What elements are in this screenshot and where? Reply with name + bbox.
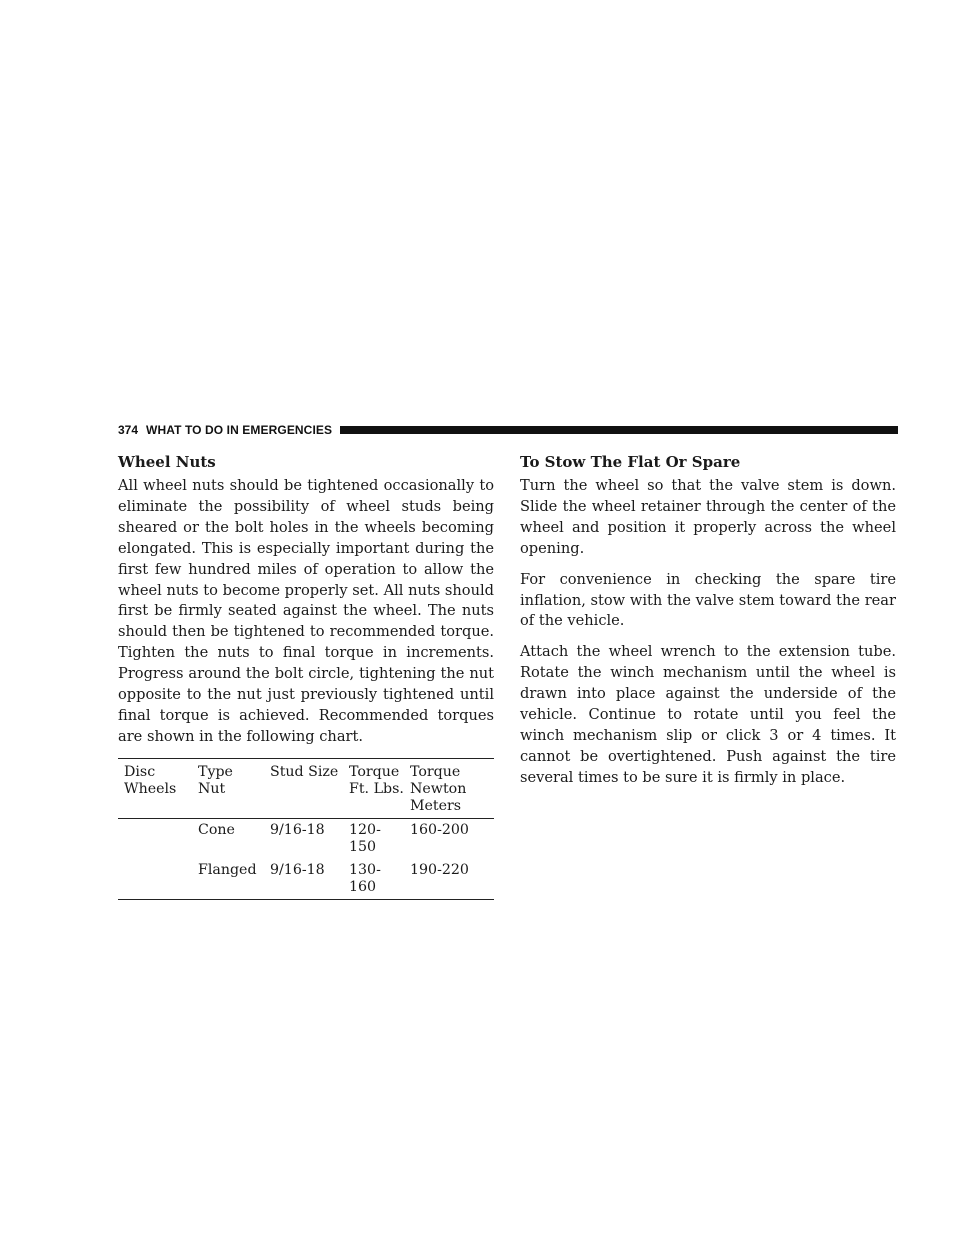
section-title: WHAT TO DO IN EMERGENCIES [146, 423, 333, 437]
table-cell: 9/16-18 [270, 821, 325, 838]
column-header-torque-newton-meters: Torque Newton Meters [410, 763, 467, 814]
table-cell: 120-150 [349, 821, 381, 855]
torque-table-header-row [118, 758, 494, 818]
table-cell [118, 859, 192, 900]
table-row [118, 818, 494, 859]
table-row [118, 859, 494, 900]
column-header-torque-ft-lbs: Torque Ft. Lbs. [349, 763, 404, 797]
table-cell: 190-220 [410, 861, 469, 878]
table-cell: 9/16-18 [270, 861, 325, 878]
stow-spare-heading: To Stow The Flat Or Spare [520, 453, 741, 471]
torque-table [118, 758, 494, 900]
table-cell: Cone [198, 821, 235, 838]
stow-paragraph-2: For convenience in checking the spare tire inflation, stow with the valve stem toward the rear of the vehicle. [520, 570, 896, 630]
table-cell: 130-160 [349, 861, 381, 895]
wheel-nuts-heading: Wheel Nuts [118, 453, 216, 471]
stow-paragraph-1: Turn the wheel so that the valve stem is down. Slide the wheel retainer through the center of the wheel and position it properly across the wheel opening. [520, 477, 896, 557]
column-header-disc-wheels: Disc Wheels [124, 763, 177, 797]
stow-paragraph-3: Attach the wheel wrench to the extension tube. Rotate the winch mechanism until the wheel is drawn into place against the underside of the vehicle. Continue to rotate until you feel the winch mechanism slip or click 3 or 4 times. It cannot be overtightened. Push against the tire several times to be sure it is firmly in place. [520, 643, 896, 786]
column-header-type-nut: Type Nut [198, 763, 233, 797]
wheel-nuts-paragraph: All wheel nuts should be tightened occasionally to eliminate the possibility of wheel studs being sheared or the bolt holes in the wheels becoming elongated. This is especially important during the first few hundred miles of operation to allow the wheel nuts to become properly set. All nuts should first be firmly seated against the wheel. The nuts should then be tightened to recommended torque. Tighten the nuts to final torque in increments. Progress around the bolt circle, tightening the nut opposite to the nut just previously tightened until final torque is achieved. Recommended torques are shown in the following chart. [118, 477, 494, 745]
header-rule [340, 426, 898, 434]
left-column [118, 452, 494, 900]
table-cell: 160-200 [410, 821, 469, 838]
table-cell [118, 818, 192, 859]
table-cell: Flanged [198, 861, 257, 878]
column-header-stud-size: Stud Size [270, 763, 339, 780]
right-column [520, 452, 896, 799]
page-header [118, 423, 898, 437]
page-number: 374 [118, 423, 139, 437]
